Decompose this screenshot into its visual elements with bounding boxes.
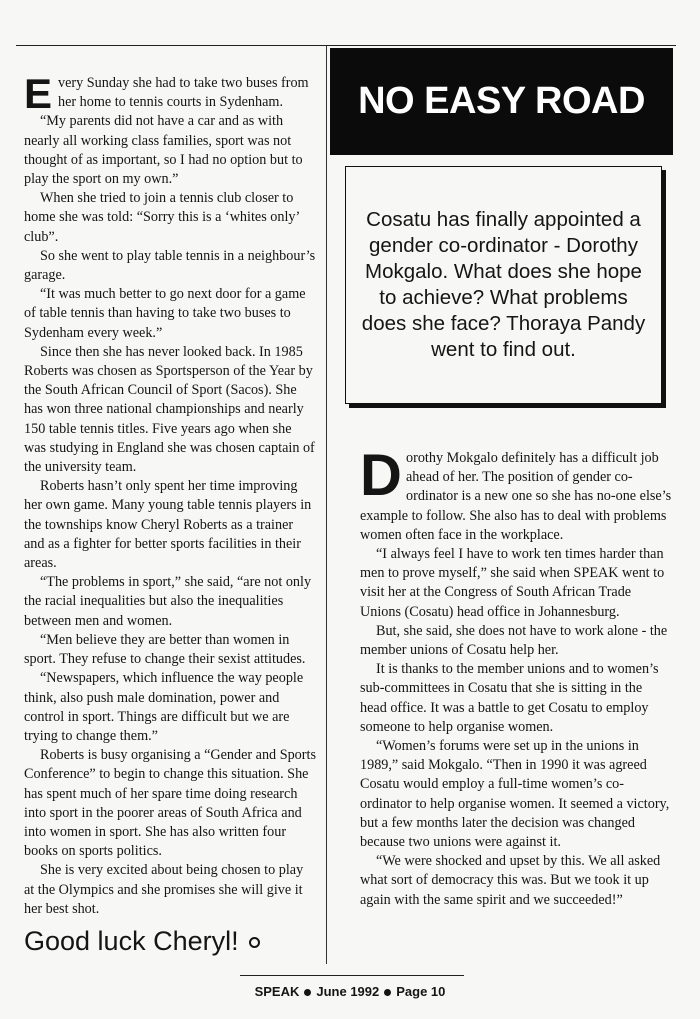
left-paragraph-1: Every Sunday she had to take two buses from her home to tennis courts in Sydenham. — [24, 70, 309, 117]
left-paragraph-4: So she went to play table tennis in a neighbour’s garage. — [24, 247, 316, 284]
footer-date: June 1992 — [316, 984, 380, 999]
closing-line: Good luck Cheryl! — [24, 925, 316, 957]
footer-page: Page 10 — [396, 984, 446, 999]
left-paragraph-5: “It was much better to go next door for a game of table tennis than having to take two buses to Sydenham every week.” — [24, 286, 306, 341]
page-footer — [0, 984, 700, 999]
dropcap-e: E — [24, 70, 53, 117]
left-paragraph-11: Roberts is busy organising a “Gender and Sports Conference” to begin to change this situation. She has spent much of her spare time doing research into sport in the poorer areas of South Africa and into women in sport. She has also written four books on sports politics. — [24, 747, 316, 860]
standfirst: Cosatu has finally appointed a gender co-ordinator - Dorothy Mokgalo. What does she hope to achieve? What problems does she face? Thoraya Pandy went to find out. — [361, 208, 646, 361]
left-paragraph-10: “Newspapers, which influence the way people think, also push male domination, power and control in sport. Things are difficult but we are trying to change them.” — [24, 670, 304, 744]
end-mark-icon — [249, 937, 260, 948]
headline-block — [330, 48, 673, 155]
footer-rule — [240, 975, 464, 976]
left-paragraph-8: “The problems in sport,” she said, “are not only the racial inequalities but also the inequalities between men and women. — [24, 574, 312, 629]
dropcap-d: D — [360, 443, 402, 508]
right-paragraph-5: “Women’s forums were set up in the unions in 1989,” said Mokgalo. “Then in 1990 it was agreed Cosatu would employ a full-time women’s co-ordinator to help organise women. It seemed a victory, but a few months later the decision was changed because two unions were against it. — [360, 738, 670, 851]
left-paragraph-3: When she tried to join a tennis club closer to home she was told: “Sorry this is a ‘whites only’ club”. — [24, 190, 300, 245]
left-paragraph-12: She is very excited about being chosen to play at the Olympics and she promises she will give it her best shot. — [24, 862, 304, 917]
footer-publication: SPEAK — [254, 984, 300, 999]
standfirst-box — [345, 166, 662, 404]
bullet-icon — [304, 989, 311, 996]
right-paragraph-4: It is thanks to the member unions and to women’s sub-committees in Cosatu that she is sitting in the head office. It was a battle to get Cosatu to employ someone to help organise women. — [360, 661, 659, 735]
right-paragraph-6: “We were shocked and upset by this. We all asked what sort of democracy this was. But we took it up again with the same spirit and we succeeded!” — [360, 853, 661, 908]
left-paragraph-6: Since then she has never looked back. In 1985 Roberts was chosen as Sportsperson of the Year by the South African Council of Sport (Sacos). She has won three national championships and nearly 150 table tennis titles. Five years ago when she was studying in England she was chosen captain of the university team. — [24, 343, 315, 476]
left-paragraph-2: “My parents did not have a car and as with nearly all working class families, sport was not thought of as important, so I had no option but to play the sport on my own.” — [24, 113, 303, 188]
headline: NO EASY ROAD — [358, 80, 645, 122]
right-paragraph-2: “I always feel I have to work ten times harder than men to prove myself,” she said when SPEAK went to visit her at the Congress of South African Trade Unions (Cosatu) head office in Johannesburg. — [360, 546, 665, 620]
right-column — [360, 443, 672, 910]
left-paragraph-9: “Men believe they are better than women in sport. They refuse to change their sexist attitudes. — [24, 631, 306, 668]
left-column — [24, 70, 316, 957]
right-paragraph-1: Dorothy Mokgalo definitely has a difficult job ahead of her. The position of gender co-ordinator is a new one so she has no-one else’s example to follow. She also has to deal with problems women often face in the workplace. — [360, 443, 672, 543]
column-divider — [326, 46, 327, 964]
left-paragraph-7: Roberts hasn’t only spent her time improving her own game. Many young table tennis players in the townships know Cheryl Roberts as a trainer and as a fighter for better sports facilities in their areas. — [24, 478, 312, 572]
top-rule — [16, 45, 676, 46]
bullet-icon — [384, 989, 391, 996]
right-paragraph-3: But, she said, she does not have to work alone - the member unions of Cosatu help her. — [360, 622, 668, 659]
